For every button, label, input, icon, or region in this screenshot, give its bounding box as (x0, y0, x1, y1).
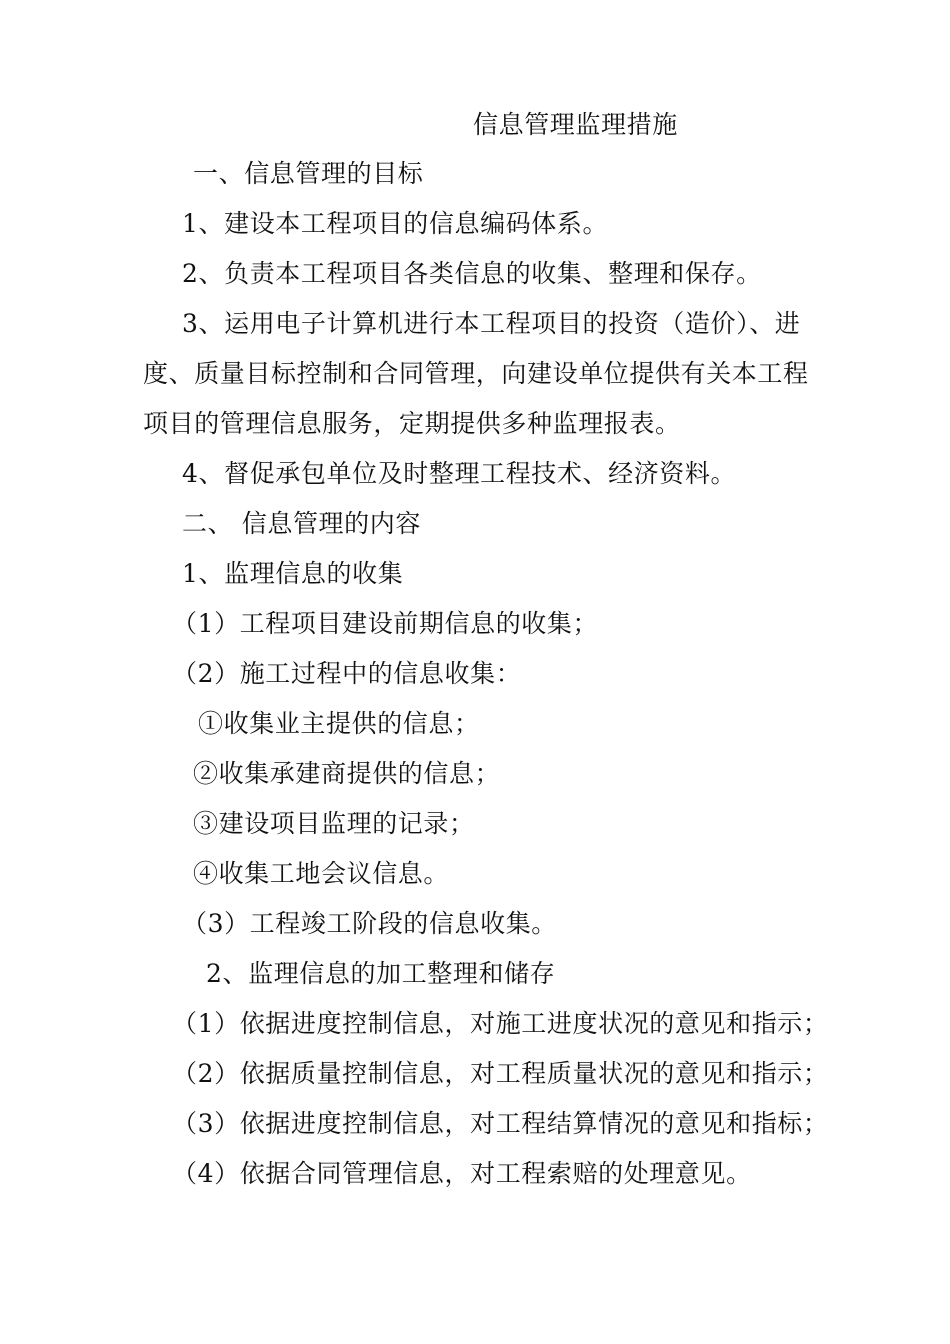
list-item: （1）依据进度控制信息，对施工进度状况的意见和指示； (172, 1009, 829, 1038)
paragraph-line: 4、督促承包单位及时整理工程技术、经济资料。 (182, 459, 737, 488)
list-item: （2）施工过程中的信息收集： (172, 659, 522, 688)
list-item: ④收集工地会议信息。 (193, 859, 450, 888)
paragraph-line: 1、建设本工程项目的信息编码体系。 (182, 209, 609, 238)
section-heading-goals: 一、信息管理的目标 (193, 159, 424, 188)
list-item: （3）依据进度控制信息，对工程结算情况的意见和指标； (172, 1109, 829, 1138)
list-item: （3）工程竣工阶段的信息收集。 (182, 909, 557, 938)
list-item: ②收集承建商提供的信息； (193, 759, 501, 788)
subsection-heading: 1、监理信息的收集 (182, 559, 404, 588)
list-item: （1）工程项目建设前期信息的收集； (172, 609, 599, 638)
section-heading-content: 二、 信息管理的内容 (182, 509, 421, 538)
document-title: 信息管理监理措施 (473, 110, 678, 139)
paragraph-line: 度、质量目标控制和合同管理，向建设单位提供有关本工程 (143, 359, 809, 388)
list-item: ③建设项目监理的记录； (193, 809, 475, 838)
list-item: ①收集业主提供的信息； (198, 709, 480, 738)
paragraph-line: 3、运用电子计算机进行本工程项目的投资（造价）、进 (182, 309, 801, 338)
paragraph-line: 项目的管理信息服务，定期提供多种监理报表。 (143, 409, 681, 438)
list-item: （2）依据质量控制信息，对工程质量状况的意见和指示； (172, 1059, 829, 1088)
subsection-heading: 2、监理信息的加工整理和储存 (206, 959, 556, 988)
paragraph-line: 2、负责本工程项目各类信息的收集、整理和保存。 (182, 259, 762, 288)
list-item: （4）依据合同管理信息，对工程索赔的处理意见。 (172, 1159, 752, 1188)
